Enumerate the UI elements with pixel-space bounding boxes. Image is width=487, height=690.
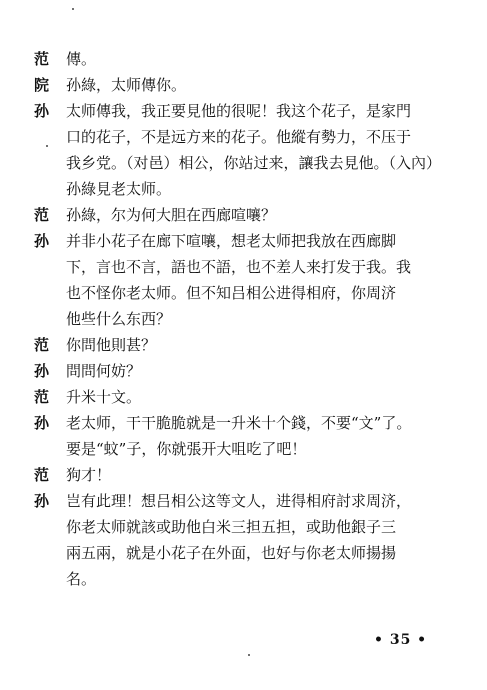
dialogue-line: 兩五兩，就是小花子在外面，也好与你老太师揚揚 (66, 544, 397, 562)
dialogue-text (66, 384, 454, 410)
dialogue-entry (34, 358, 454, 384)
speaker-label: 范 (34, 336, 50, 354)
speaker-label: 孙 (34, 492, 50, 510)
dialogue-line: 下，言也不言，語也不語，也不差人来打发于我。我 (66, 258, 412, 276)
dialogue-entry (34, 462, 454, 488)
dialogue-line: 你老太师就該或助他白米三担五担，或助他銀子三 (66, 518, 397, 536)
dialogue-entry (34, 228, 454, 332)
dialogue-line: 也不怪你老太师。但不知吕相公进得相府，你周济 (66, 284, 397, 302)
dialogue-text (66, 358, 454, 384)
dialogue-line: 太师傳我，我正要見他的很呢！我这个花子，是家門 (66, 102, 412, 120)
dialogue-entry (34, 488, 454, 592)
dialogue-text (66, 98, 454, 202)
dialogue-text (66, 228, 454, 332)
dialogue-entry (34, 46, 454, 72)
speaker-label: 孙 (34, 414, 50, 432)
dialogue-line: 老太师，干干脆脆就是一升米十个錢，不要“文”了。 (66, 414, 412, 432)
dialogue-line: 孙綠見老太师。 (66, 180, 172, 198)
speaker-label: 范 (34, 388, 50, 406)
dialogue-line: 傳。 (66, 50, 97, 68)
dialogue-line: 升米十文。 (66, 388, 142, 406)
speaker-label: 范 (34, 206, 50, 224)
dialogue-text (66, 202, 454, 228)
dialogue-text (66, 462, 454, 488)
dialogue-line: 岂有此理！想吕相公这等文人，进得相府討求周济， (66, 492, 412, 510)
dialogue-text (66, 410, 454, 462)
dialogue-entry (34, 384, 454, 410)
dialogue-entry (34, 72, 454, 98)
dialogue-entry (34, 410, 454, 462)
dialogue-entry (34, 98, 454, 202)
play-script (34, 46, 454, 592)
dialogue-text (66, 72, 454, 98)
speaker-label: 孙 (34, 102, 50, 120)
dialogue-line: 問問何妨？ (66, 362, 142, 380)
dialogue-line: 要是“蚊”子，你就張开大咀吃了吧！ (66, 440, 307, 458)
dialogue-text (66, 488, 454, 592)
ink-speck (72, 8, 74, 10)
dialogue-line: 他些什么东西？ (66, 310, 172, 328)
speaker-label: 院 (34, 76, 50, 94)
dialogue-line: 孙綠，尔为何大胆在西廊喧嚷？ (66, 206, 277, 224)
dialogue-line: 我乡党。（对邑）相公，你站过来，讓我去見他。（入內） (66, 154, 442, 172)
dialogue-line: 口的花子，不是远方来的花子。他縱有勢力，不压于 (66, 128, 412, 146)
page-number: • 35 • (374, 632, 428, 648)
dialogue-line: 孙綠，太师傳你。 (66, 76, 187, 94)
dialogue-line: 并非小花子在廊下喧嚷，想老太师把我放在西廊脚 (66, 232, 397, 250)
speaker-label: 孙 (34, 232, 50, 250)
speaker-label: 范 (34, 50, 50, 68)
dialogue-text (66, 46, 454, 72)
dialogue-text (66, 332, 454, 358)
dialogue-line: 名。 (66, 570, 97, 588)
speaker-label: 孙 (34, 362, 50, 380)
dialogue-line: 你問他則甚？ (66, 336, 157, 354)
dialogue-line: 狗才！ (66, 466, 112, 484)
dialogue-entry (34, 202, 454, 228)
ink-speck (248, 654, 250, 656)
speaker-label: 范 (34, 466, 50, 484)
dialogue-entry (34, 332, 454, 358)
